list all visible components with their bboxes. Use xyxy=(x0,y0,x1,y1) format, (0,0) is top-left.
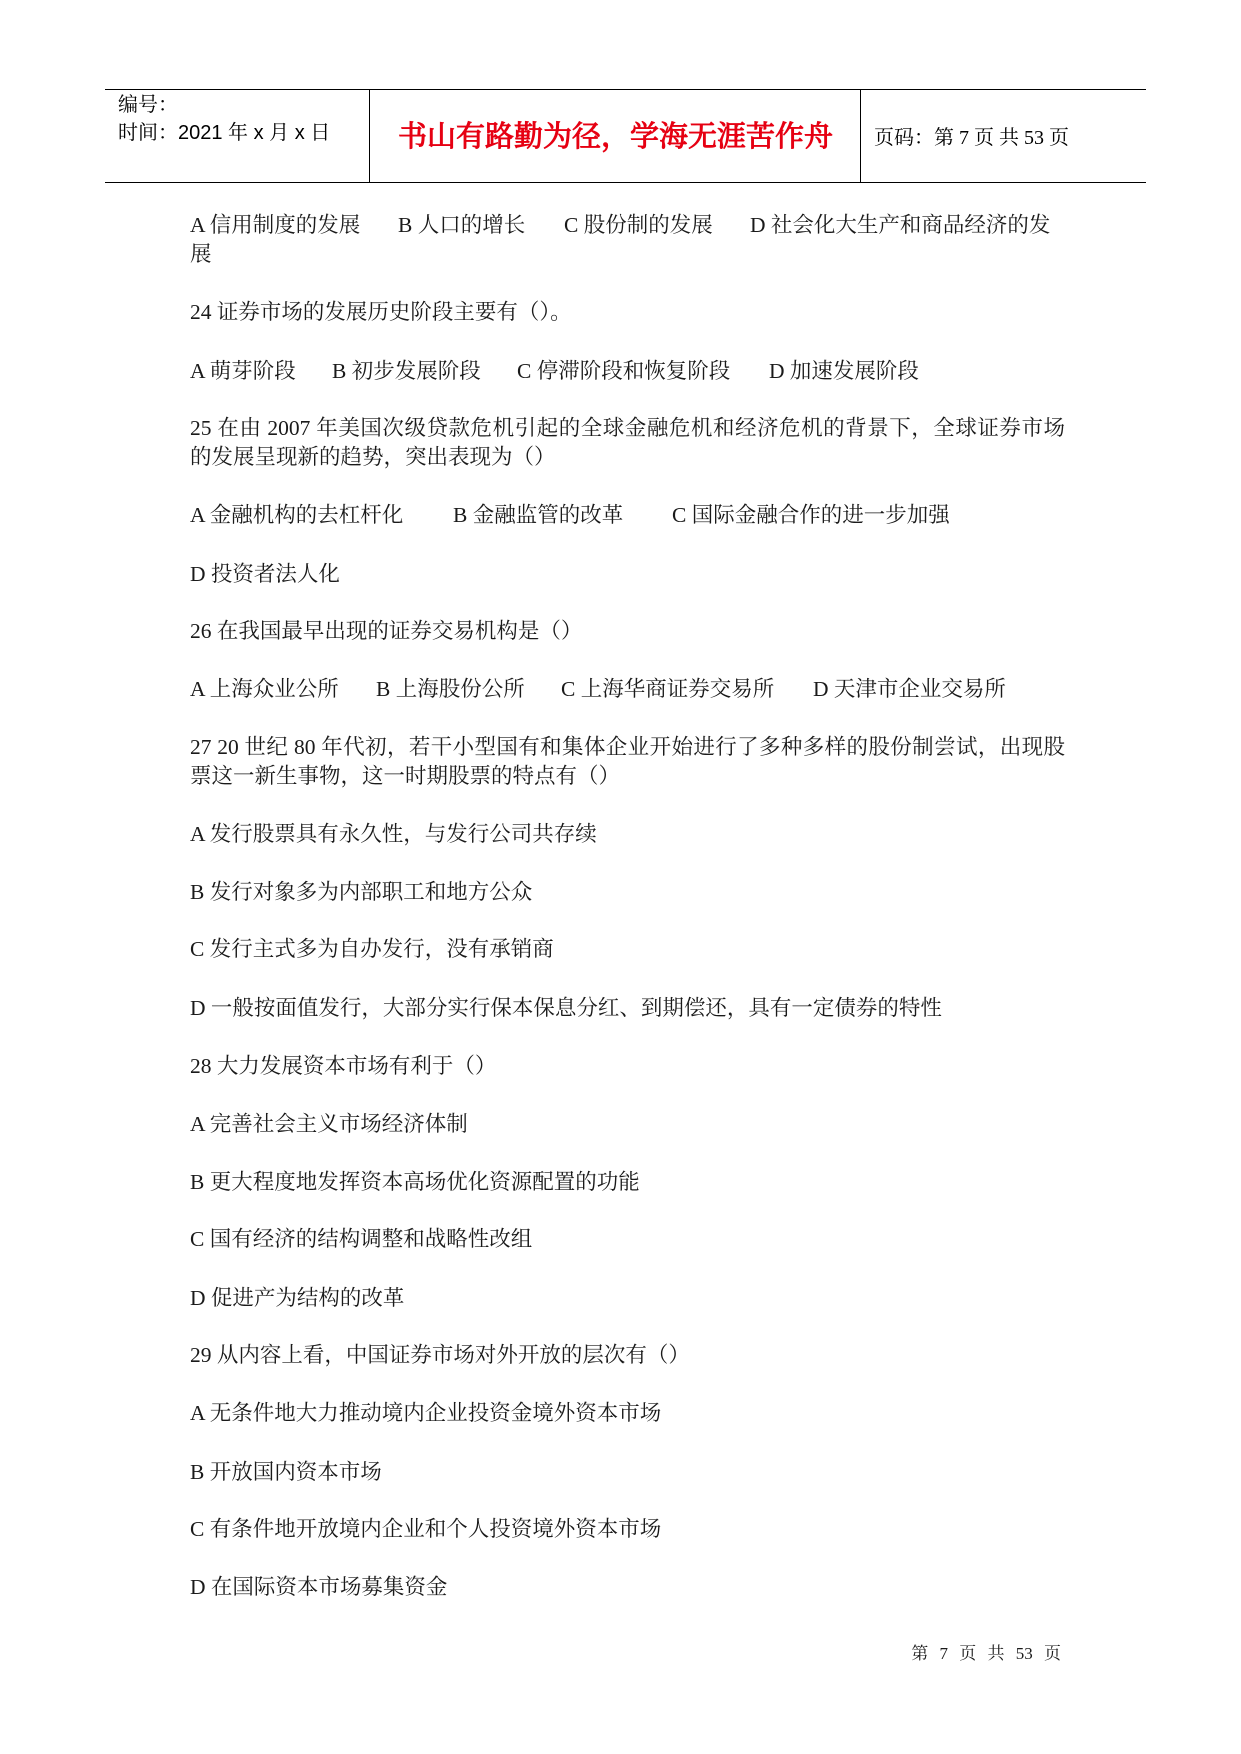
question-stem: 25 在由 2007 年美国次级贷款危机引起的全球金融危机和经济危机的背景下，全球证券市场的发展呈现新的趋势，突出表现为（） xyxy=(190,416,1065,469)
header-motto: 书山有路勤为径，学海无涯苦作舟 xyxy=(397,121,833,153)
option-b: B 发行对象多为内部职工和地方公众 xyxy=(190,880,533,904)
option-c: C 有条件地开放境内企业和个人投资境外资本市场 xyxy=(190,1517,662,1541)
question-stem: 27 20 世纪 80 年代初，若干小型国有和集体企业开始进行了多种多样的股份制尝试，出现股票这一新生事物，这一时期股票的特点有（） xyxy=(190,735,1065,788)
option-c: C 发行主式多为自办发行，没有承销商 xyxy=(190,937,554,961)
option-c: C 上海华商证券交易所 xyxy=(561,677,775,701)
option-a: A 完善社会主义市场经济体制 xyxy=(190,1112,468,1136)
option-b: B 上海股份公所 xyxy=(376,677,525,701)
option-c: C 停滞阶段和恢复阶段 xyxy=(517,359,731,383)
question-stem: 28 大力发展资本市场有利于（） xyxy=(190,1054,497,1078)
document-number-label: 编号： xyxy=(118,94,178,116)
option-c: C 国际金融合作的进一步加强 xyxy=(672,503,950,527)
option-c: C 股份制的发展 xyxy=(564,213,713,237)
question-stem: 29 从内容上看，中国证券市场对外开放的层次有（） xyxy=(190,1343,690,1367)
header-top-rule xyxy=(105,89,1146,90)
option-b: B 开放国内资本市场 xyxy=(190,1460,382,1484)
option-a: A 金融机构的去杠杆化 xyxy=(190,503,404,527)
option-a: A 无条件地大力推动境内企业投资金境外资本市场 xyxy=(190,1401,662,1425)
option-c: C 国有经济的结构调整和战略性改组 xyxy=(190,1227,533,1251)
header-page-info: 页码：第 7 页 共 53 页 xyxy=(874,127,1069,149)
option-d: D 在国际资本市场募集资金 xyxy=(190,1575,448,1599)
option-a: A 萌芽阶段 xyxy=(190,359,296,383)
option-d: D 促进产为结构的改革 xyxy=(190,1286,405,1310)
option-d: D 投资者法人化 xyxy=(190,562,340,586)
option-b: B 金融监管的改革 xyxy=(453,503,624,527)
question-stem: 26 在我国最早出现的证券交易机构是（） xyxy=(190,619,583,643)
option-a: A 上海众业公所 xyxy=(190,677,339,701)
option-a: A 发行股票具有永久性，与发行公司共存续 xyxy=(190,822,597,846)
option-d: D 社会化大生产和商品经济的发展 xyxy=(190,213,1051,266)
option-d: D 一般按面值发行，大部分实行保本保息分红、到期偿还，具有一定债券的特性 xyxy=(190,996,942,1020)
option-b: B 人口的增长 xyxy=(398,213,526,237)
option-b: B 更大程度地发挥资本高场优化资源配置的功能 xyxy=(190,1170,640,1194)
option-a: A 信用制度的发展 xyxy=(190,213,361,237)
option-d: D 加速发展阶段 xyxy=(769,359,919,383)
option-b: B 初步发展阶段 xyxy=(332,359,481,383)
question-stem: 24 证券市场的发展历史阶段主要有（）。 xyxy=(190,300,572,324)
header-divider-left xyxy=(369,90,370,183)
option-d: D 天津市企业交易所 xyxy=(813,677,1006,701)
header-bottom-rule xyxy=(105,182,1146,183)
document-date: 时间：2021 年 x 月 x 日 xyxy=(118,122,331,144)
header-divider-right xyxy=(860,90,861,183)
page-footer-number: 第 7 页 共 53 页 xyxy=(911,1644,1061,1663)
